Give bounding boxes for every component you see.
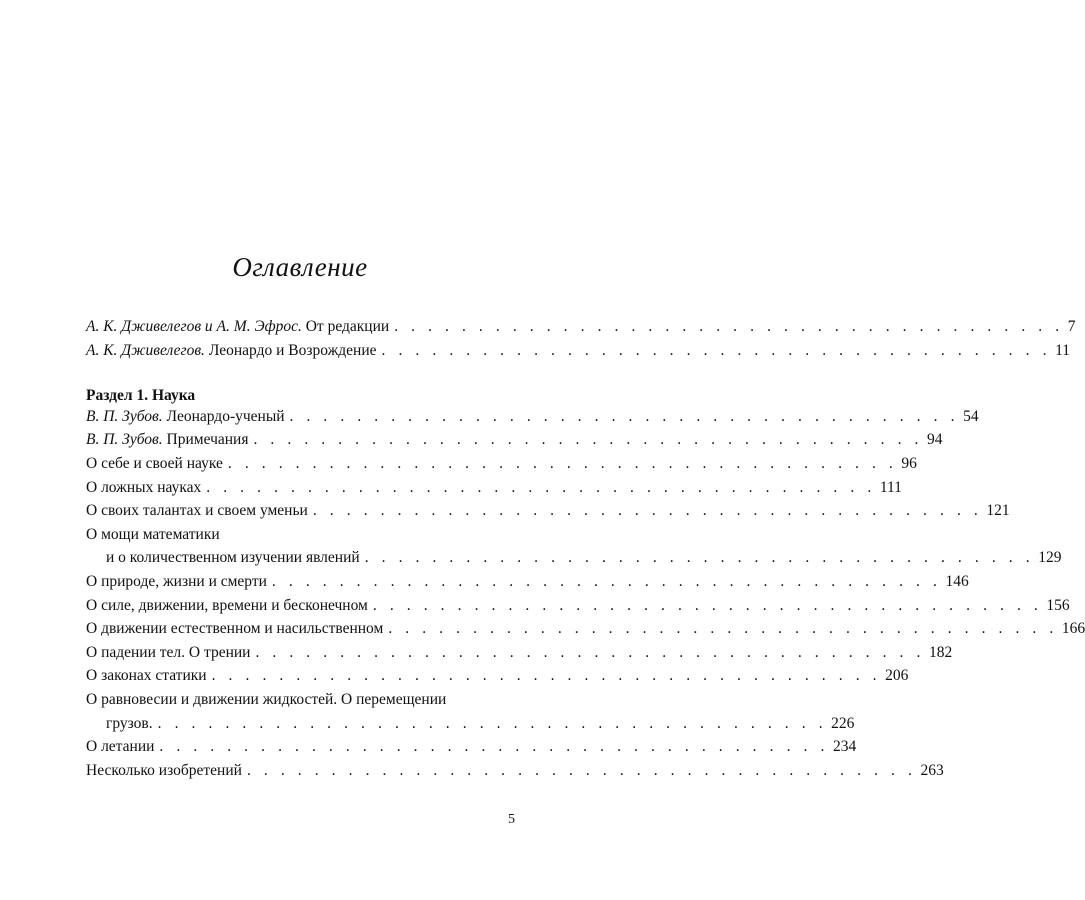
- toc-entry: [86, 454, 917, 479]
- toc-entry-first-line: [86, 691, 518, 715]
- toc-entry-page: 129: [1038, 549, 1062, 567]
- toc-entry-first-line: [86, 526, 518, 550]
- toc-entry-author: А. К. Дживелегов и А. М. Эфрос.: [86, 318, 302, 335]
- leader-dots: . . . . . . . . . . . . . . . . . . . . . . . . . . . . . . . . . . . . . . . .: [255, 643, 925, 661]
- toc-entry: [86, 502, 1010, 526]
- toc-entry: [86, 407, 979, 432]
- leader-dots: . . . . . . . . . . . . . . . . . . . . . . . . . . . . . . . . . . . . . . . .: [388, 620, 1058, 638]
- toc-entry-page: 234: [832, 738, 857, 756]
- toc-entry: [86, 620, 1085, 644]
- leader-dots: . . . . . . . . . . . . . . . . . . . . . . . . . . . . . . . . . . . . . . . .: [227, 454, 898, 472]
- toc-entry-page: 166: [1061, 620, 1085, 638]
- toc-entry-title: О силе, движении, времени и бесконечном: [86, 596, 368, 614]
- toc-entry-page: 11: [1055, 341, 1070, 359]
- toc-entry: [86, 478, 902, 503]
- toc-entry-title: Примечания: [162, 431, 249, 449]
- toc-entry: [86, 738, 857, 762]
- toc-entry-continuation: [86, 714, 855, 739]
- toc-entry: [86, 596, 1070, 621]
- leader-dots: . . . . . . . . . . . . . . . . . . . . . . . . . . . . . . . . . . . . . . . .: [381, 341, 1052, 359]
- toc-entry-title: Леонардо-ученый: [162, 407, 285, 425]
- leader-dots: . . . . . . . . . . . . . . . . . . . . . . . . . . . . . . . . . . . . . . . .: [394, 318, 1064, 335]
- section-heading: Раздел 1. Наука: [86, 387, 196, 405]
- toc-entry-title: О равновесии и движении жидкостей. О перемещении: [86, 690, 447, 708]
- toc-entry-page: 7: [1067, 318, 1076, 335]
- leader-dots: . . . . . . . . . . . . . . . . . . . . . . . . . . . . . . . . . . . . . . . .: [372, 596, 1043, 614]
- toc-entry-title: О движении естественном и насильственном: [86, 620, 384, 638]
- toc-entry-page: 263: [920, 761, 944, 779]
- toc-entry-title: О ложных науках: [86, 478, 202, 496]
- toc-entry-page: 146: [945, 572, 969, 590]
- toc-entry-title: и о количественном изучении явлений: [106, 549, 360, 567]
- toc-entry-title: грузов.: [106, 714, 153, 732]
- leader-dots: . . . . . . . . . . . . . . . . . . . . . . . . . . . . . . . . . . . . . . . .: [289, 407, 960, 425]
- toc-entry-title: О природе, жизни и смерти: [86, 572, 267, 590]
- toc-entry-title: О законах статики: [86, 667, 207, 685]
- toc-entry-page: 121: [986, 502, 1010, 520]
- toc-entry-title: О падении тел. О трении: [86, 643, 251, 661]
- toc-entry-title: О себе и своей науке: [86, 454, 223, 472]
- toc-entry-page: 156: [1046, 596, 1070, 614]
- toc-entry-continuation: [86, 549, 1062, 573]
- toc-entry-title: О своих талантах и своем уменьи: [86, 502, 308, 520]
- toc-entry: [86, 318, 1076, 342]
- toc-entry-title: Несколько изобретений: [86, 761, 242, 779]
- leader-dots: . . . . . . . . . . . . . . . . . . . . . . . . . . . . . . . . . . . . . . . .: [157, 714, 828, 732]
- leader-dots: . . . . . . . . . . . . . . . . . . . . . . . . . . . . . . . . . . . . . . . .: [246, 761, 917, 779]
- toc-entry-page: 96: [901, 454, 917, 472]
- page-number: 5: [508, 812, 515, 827]
- toc-entry-page: 54: [963, 407, 979, 425]
- toc-entry-title: О мощи математики: [86, 525, 220, 543]
- toc-entry-page: 94: [927, 431, 943, 449]
- leader-dots: . . . . . . . . . . . . . . . . . . . . . . . . . . . . . . . . . . . . . . . .: [312, 502, 983, 520]
- toc-title: Оглавление: [232, 252, 368, 282]
- leader-dots: . . . . . . . . . . . . . . . . . . . . . . . . . . . . . . . . . . . . . . . .: [206, 478, 876, 496]
- toc-entry-page: 206: [885, 667, 909, 685]
- toc-entry-page: 182: [928, 643, 953, 661]
- toc-entry: [86, 667, 909, 691]
- table-of-contents: [86, 318, 1085, 785]
- toc-entry-page: 111: [879, 478, 902, 496]
- leader-dots: . . . . . . . . . . . . . . . . . . . . . . . . . . . . . . . . . . . . . . . .: [253, 431, 924, 449]
- toc-entry-author: А. К. Дживелегов.: [86, 341, 205, 359]
- toc-entry-title: Леонардо и Возрождение: [204, 341, 377, 359]
- toc-entry: [86, 761, 944, 786]
- toc-entry-page: 226: [831, 714, 855, 732]
- toc-entry-author: В. П. Зубов.: [86, 407, 163, 425]
- toc-entry: [86, 643, 953, 668]
- toc-entry: [86, 572, 969, 597]
- leader-dots: . . . . . . . . . . . . . . . . . . . . . . . . . . . . . . . . . . . . . . . .: [364, 549, 1035, 567]
- toc-entry: [86, 341, 1070, 366]
- toc-entry-title: От редакции: [301, 318, 390, 335]
- toc-entry: [86, 431, 943, 455]
- leader-dots: . . . . . . . . . . . . . . . . . . . . . . . . . . . . . . . . . . . . . . . .: [211, 667, 882, 685]
- leader-dots: . . . . . . . . . . . . . . . . . . . . . . . . . . . . . . . . . . . . . . . .: [159, 738, 829, 756]
- toc-entry-author: В. П. Зубов.: [86, 431, 163, 449]
- leader-dots: . . . . . . . . . . . . . . . . . . . . . . . . . . . . . . . . . . . . . . . .: [271, 572, 942, 590]
- toc-entry-title: О летании: [86, 738, 155, 756]
